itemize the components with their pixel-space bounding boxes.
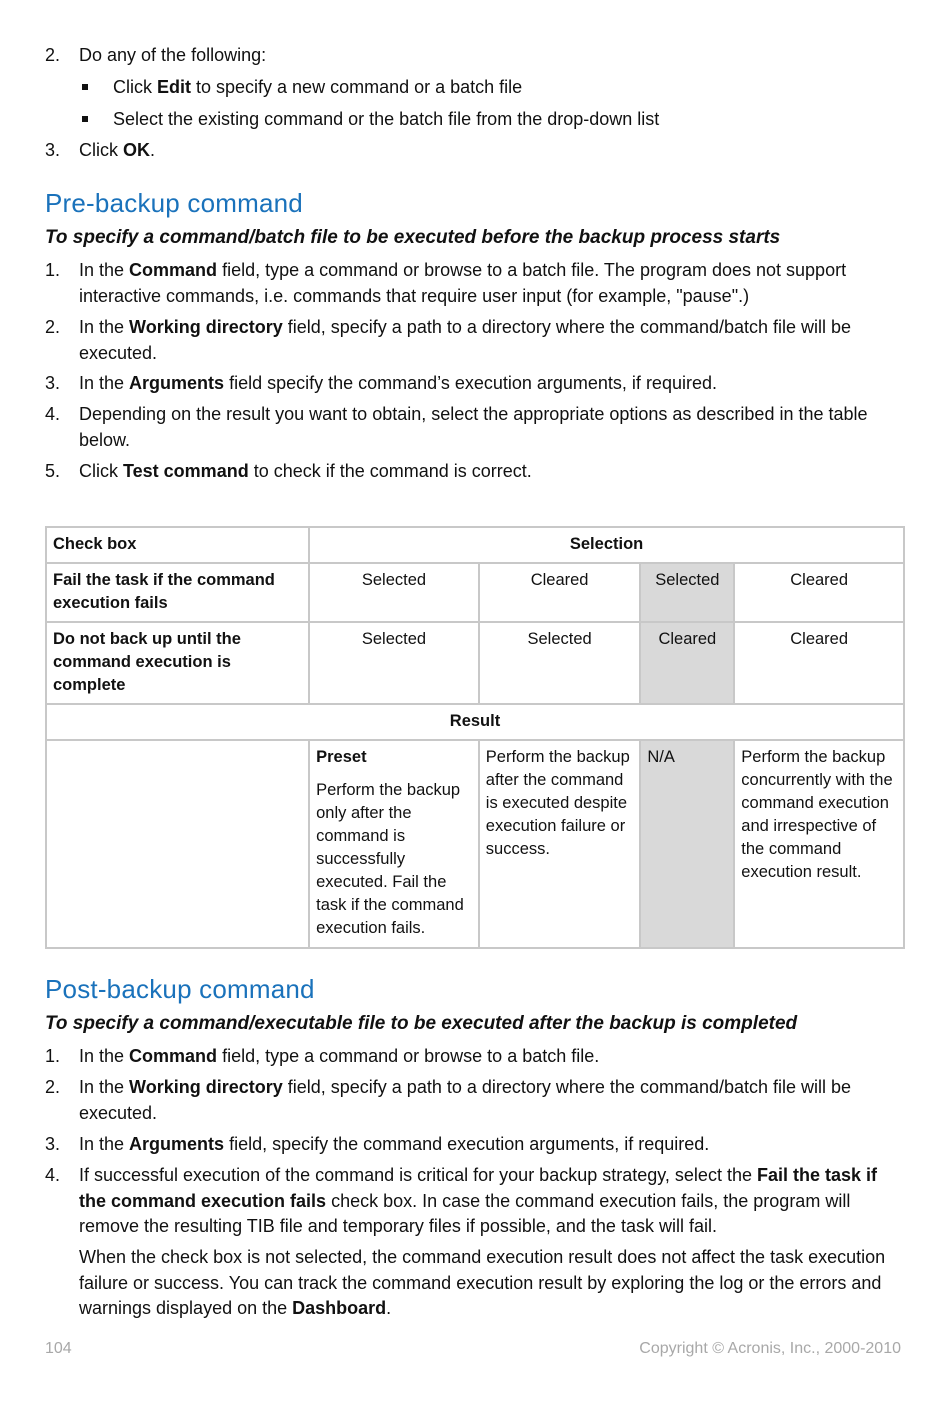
result-empty-cell <box>46 740 309 948</box>
section-heading-post-backup: Post-backup command <box>45 974 315 1004</box>
page-number: 104 <box>45 1340 72 1357</box>
pre-step-5: 5. Click Test command to check if the command is correct. <box>45 461 532 481</box>
list-item-step-2: 2. Do any of the following: <box>45 45 267 65</box>
table-header-row <box>46 527 904 563</box>
pre-step-4: 4. Depending on the result you want to obtain, select the appropriate options as described in the table below. <box>45 404 868 450</box>
result-row <box>46 740 904 948</box>
post-step-3: 3. In the Arguments field, specify the command execution arguments, if required. <box>45 1134 710 1154</box>
procedure-title-post-backup: To specify a command/executable file to be executed after the backup is completed <box>45 1013 798 1034</box>
list-item-step-3: 3. Click OK. <box>45 140 156 160</box>
result-cell: Perform the backup after the command is executed despite execution failure or success. <box>479 740 641 948</box>
result-cell: N/A <box>640 740 734 948</box>
bullet-item-select-existing: Select the existing command or the batch file from the drop-down list <box>80 107 880 132</box>
bullet-square-icon <box>82 84 88 90</box>
bullet-square-icon <box>82 116 88 122</box>
header-selection: Selection <box>309 527 904 563</box>
result-cell: Perform the backup concurrently with the command execution and irrespective of the command execution result. <box>734 740 904 948</box>
header-result: Result <box>46 704 904 740</box>
post-note: When the check box is not selected, the command execution result does not affect the task execution failure or success. You can track the command execution result by exploring the log or the errors and warnings displayed on the Dashboard. <box>79 1247 886 1318</box>
options-table <box>45 526 905 949</box>
header-checkbox: Check box <box>46 527 309 563</box>
pre-step-1: 1. In the Command field, type a command or browse to a batch file. The program does not support interactive commands, i.e. commands that require user input (for example, "pause".) <box>45 260 847 306</box>
section-heading-pre-backup: Pre-backup command <box>45 188 303 218</box>
pre-step-3: 3. In the Arguments field specify the command’s execution arguments, if required. <box>45 373 717 393</box>
copyright: Copyright © Acronis, Inc., 2000-2010 <box>639 1340 901 1357</box>
post-step-2: 2. In the Working directory field, specify a path to a directory where the command/batch file will be executed. <box>45 1077 852 1123</box>
row-label: Do not back up until the command execution is complete <box>46 622 309 704</box>
procedure-title-pre-backup: To specify a command/batch file to be executed before the backup process starts <box>45 227 781 248</box>
table-row: Do not back up until the command execution is complete Selected Selected Cleared Cleared <box>46 622 904 704</box>
post-step-1: 1. In the Command field, type a command or browse to a batch file. <box>45 1046 600 1066</box>
table-row: Fail the task if the command execution fails Selected Cleared Selected Cleared <box>46 563 904 622</box>
result-header-row <box>46 704 904 740</box>
pre-step-2: 2. In the Working directory field, specify a path to a directory where the command/batch file will be executed. <box>45 317 852 363</box>
post-step-4: 4. If successful execution of the command is critical for your backup strategy, select the Fail the task if the command execution fails check box. In case the command execution fails, the program will remove the resulting TIB file and temporary files if possible, and the task will fail. <box>45 1165 878 1236</box>
bullet-item-edit: Click Edit to specify a new command or a batch file <box>80 75 880 100</box>
row-label: Fail the task if the command execution fails <box>46 563 309 622</box>
result-cell-preset: Preset Perform the backup only after the command is successfully executed. Fail the task if the command execution fails. <box>309 740 479 948</box>
